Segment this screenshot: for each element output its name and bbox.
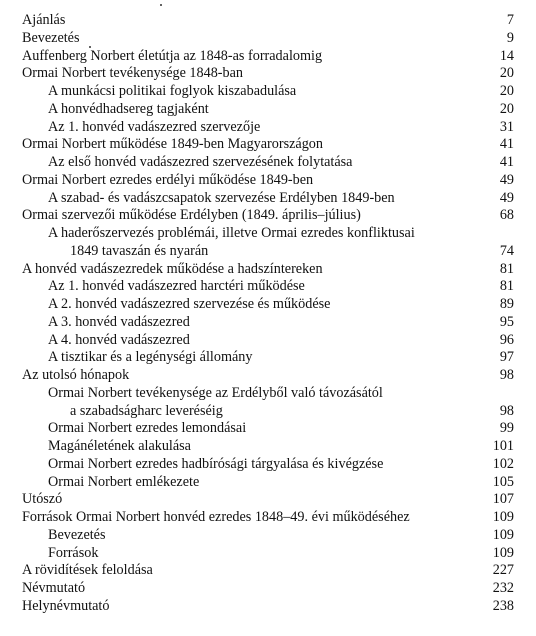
toc-entry-page: 102 — [492, 455, 514, 472]
toc-entry-page: 31 — [499, 118, 514, 135]
toc-entry — [0, 189, 536, 207]
toc-entry-title: A 4. honvéd vadászezred — [48, 331, 190, 348]
toc-entry-title: Ormai Norbert emlékezete — [48, 473, 200, 490]
toc-entry-page: 101 — [492, 438, 514, 454]
toc-entry — [0, 561, 536, 579]
toc-entry-title: Az 1. honvéd vadászezred szervezője — [48, 118, 261, 135]
toc-entry — [0, 597, 536, 615]
toc-entry-title: Források Ormai Norbert honvéd ezredes 1848–49. évi működéséhez — [22, 509, 410, 525]
toc-entry-title: Ormai Norbert ezredes hadbírósági tárgyalása és kivégzése — [48, 455, 384, 472]
toc-entry-page: 105 — [492, 473, 514, 490]
toc-entry-title: Források — [48, 544, 99, 561]
toc-entry — [0, 153, 536, 171]
toc-entry-page: 227 — [492, 562, 514, 579]
toc-entry-title: Ajánlás — [22, 12, 66, 28]
toc-entry — [0, 295, 536, 313]
toc-entry-title: A 3. honvéd vadászezred — [48, 313, 190, 330]
toc-entry — [0, 118, 536, 136]
toc-entry — [0, 437, 536, 455]
toc-entry — [0, 224, 536, 242]
toc-entry — [0, 455, 536, 473]
toc-entry-title: Az utolsó hónapok — [22, 367, 130, 383]
toc-entry — [0, 29, 536, 47]
toc-entry — [0, 419, 536, 437]
toc-entry-title: Helynévmutató — [22, 597, 110, 614]
toc-entry-page: 95 — [499, 313, 514, 330]
toc-entry-title: Bevezetés — [48, 526, 106, 543]
toc-entry-title: Ormai Norbert működése 1849-ben Magyarországon — [22, 136, 323, 153]
toc-entry-page: 20 — [499, 65, 514, 82]
toc-entry-page: 41 — [499, 136, 514, 153]
toc-entry-page: 20 — [499, 100, 514, 117]
toc-entry-title: A tisztikar és a legénységi állomány — [48, 349, 253, 366]
toc-entry — [0, 366, 536, 384]
toc-entry-page: 109 — [492, 526, 514, 543]
toc-entry — [0, 242, 536, 260]
toc-entry-title: Az első honvéd vadászezred szervezésének folytatása — [48, 154, 353, 170]
toc-entry-page: 74 — [499, 242, 514, 259]
toc-entry-title: A rövidítések feloldása — [22, 562, 153, 579]
toc-entry-page: 98 — [499, 367, 514, 383]
toc-entry-title: Auffenberg Norbert életútja az 1848-as forradalomig — [22, 47, 323, 64]
toc-entry-page: 68 — [499, 207, 514, 224]
toc-entry-title: A munkácsi politikai foglyok kiszabadulása — [48, 83, 297, 99]
toc-entry-page: 89 — [499, 296, 514, 312]
toc-entry — [0, 11, 536, 29]
toc-entry-title: Ormai Norbert tevékenysége 1848-ban — [22, 65, 244, 82]
toc-entry-page: 81 — [499, 278, 514, 295]
toc-entry-title: Ormai Norbert ezredes lemondásai — [48, 420, 247, 437]
toc-entry-title: Ormai szervezői működése Erdélyben (1849. április–július) — [22, 207, 361, 224]
toc-entry — [0, 384, 536, 402]
toc-entry-title: A 2. honvéd vadászezred szervezése és működése — [48, 296, 331, 312]
toc-entry — [0, 171, 536, 189]
toc-entry — [0, 135, 536, 153]
toc-entry — [0, 260, 536, 278]
toc-entry-title: A haderőszervezés problémái, illetve Ormai ezredes konfliktusai — [48, 225, 415, 241]
stray-mark — [89, 46, 91, 48]
toc-entry-title: Bevezetés — [22, 29, 80, 46]
toc-entry-page: 97 — [499, 349, 514, 366]
toc-entry-title: Magánéletének alakulása — [48, 438, 191, 454]
toc-entry — [0, 82, 536, 100]
toc-entry-page: 96 — [499, 331, 514, 348]
toc-entry-title: Ormai Norbert ezredes erdélyi működése 1849-ben — [22, 171, 314, 188]
toc-entry — [0, 490, 536, 508]
toc-entry-page: 98 — [499, 402, 514, 419]
toc-entry-page: 232 — [492, 580, 514, 596]
toc-entry-title: A honvédhadsereg tagjaként — [48, 100, 209, 117]
toc-entry-title: A honvéd vadászezredek működése a hadszíntereken — [22, 260, 323, 277]
toc-entry-page: 49 — [499, 189, 514, 206]
toc-entry — [0, 47, 536, 65]
toc-entry-page: 81 — [499, 260, 514, 277]
toc-entry-page: 20 — [499, 83, 514, 99]
toc-entry-page: 238 — [492, 597, 514, 614]
toc-entry — [0, 206, 536, 224]
toc-entry-page: 109 — [492, 544, 514, 561]
toc-entry-title: Névmutató — [22, 580, 86, 596]
toc-entry-title: a szabadságharc leveréséig — [70, 402, 223, 419]
toc-entry — [0, 100, 536, 118]
toc-entry — [0, 544, 536, 562]
toc-entry — [0, 402, 536, 420]
toc-entry-page: 41 — [499, 154, 514, 170]
toc-entry-title: A szabad- és vadászcsapatok szervezése Erdélyben 1849-ben — [48, 189, 395, 206]
toc-entry-title: Az 1. honvéd vadászezred harctéri működése — [48, 278, 305, 295]
toc-entry — [0, 348, 536, 366]
toc-entry-title: 1849 tavaszán és nyarán — [70, 242, 209, 259]
toc-entry-page: 49 — [499, 171, 514, 188]
toc-entry — [0, 277, 536, 295]
toc-entry — [0, 508, 536, 526]
toc-entry — [0, 579, 536, 597]
toc-entry — [0, 313, 536, 331]
toc-entry-title: Utószó — [22, 491, 63, 508]
toc-entry-title: Ormai Norbert tevékenysége az Erdélyből való távozásától — [48, 384, 383, 401]
toc-entry — [0, 473, 536, 491]
toc-entry-page: 109 — [492, 509, 514, 525]
toc-entry — [0, 64, 536, 82]
toc-entry-page: 107 — [492, 491, 514, 508]
toc-entry-page: 99 — [499, 420, 514, 437]
toc-entry-page: 7 — [506, 12, 514, 28]
stray-mark — [160, 4, 162, 6]
toc-entry — [0, 526, 536, 544]
toc-entry-page: 14 — [499, 47, 514, 64]
toc-entry — [0, 331, 536, 349]
toc-entry-page: 9 — [506, 29, 514, 46]
